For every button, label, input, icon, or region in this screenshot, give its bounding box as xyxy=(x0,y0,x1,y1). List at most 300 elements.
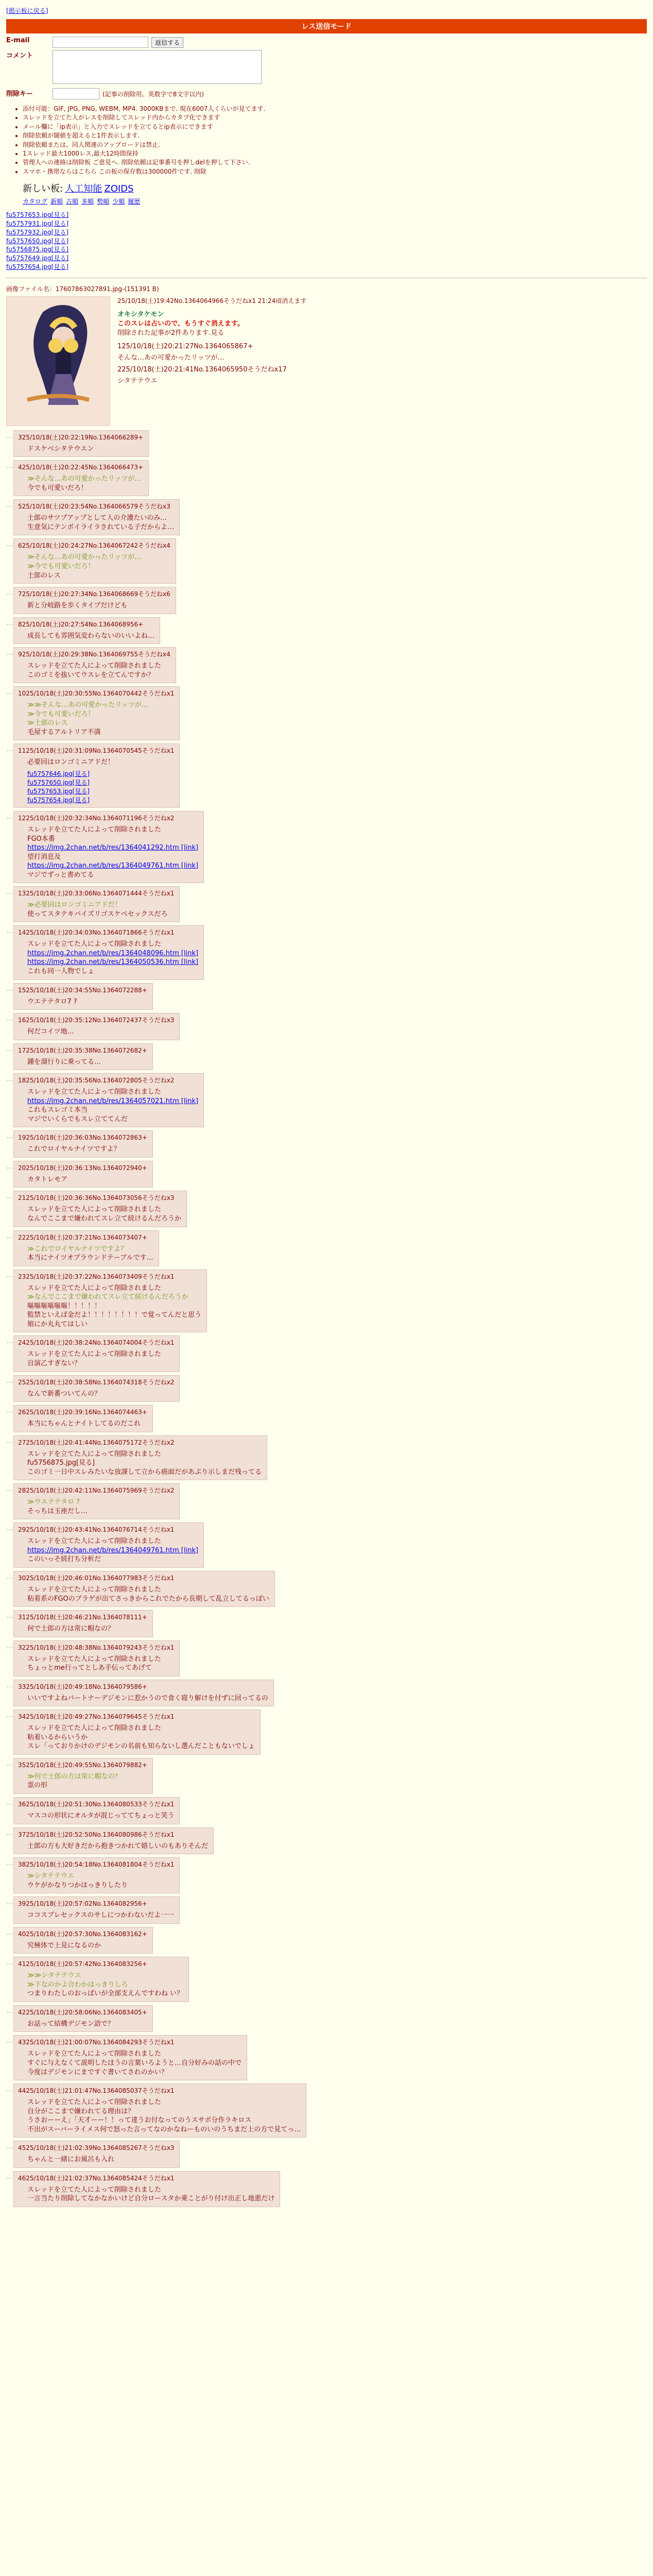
reply-box xyxy=(13,1758,153,1794)
reply-number[interactable]: 1225/10/18(土)20:32:34No.1364071196そうだねx2 xyxy=(18,815,175,822)
reply-body xyxy=(27,997,147,1007)
reply-body xyxy=(27,2155,174,2164)
reply-line: スレッドを立てた人によって削除されました xyxy=(27,2185,161,2194)
delete-key-field[interactable] xyxy=(53,88,99,99)
reply-box xyxy=(13,1640,180,1676)
reply-post xyxy=(6,1927,647,1954)
nav-link[interactable]: 多順 xyxy=(81,198,94,206)
email-label: E-mail xyxy=(6,37,30,44)
reply-body xyxy=(27,1450,262,1477)
reply-post xyxy=(6,1896,647,1924)
notice-item: • 削除依頼または、同人関連のアップロードは禁止. xyxy=(23,141,647,149)
new-board-link-zoids[interactable]: ZOIDS xyxy=(104,183,134,195)
reply-indent-icon: … xyxy=(6,501,13,510)
reply-body xyxy=(27,1350,174,1368)
reply-body xyxy=(27,1842,208,1851)
notice-item: • 削除依頼が閾値を超えると1件表示します. xyxy=(23,131,647,140)
reply-post xyxy=(6,2171,647,2207)
reply-body xyxy=(27,1389,174,1399)
reply-file-link[interactable]: fu5757650.jpg[見る] xyxy=(27,779,90,786)
reply-line: 必要回はロンゴミニアドだ！ xyxy=(27,758,115,767)
reply-line: 望打消息及 xyxy=(27,853,61,861)
reply-box xyxy=(13,1797,180,1824)
reply-number[interactable]: 1125/10/18(土)20:31:09No.1364070545そうだねx1 xyxy=(18,747,175,755)
reply-post xyxy=(6,1610,647,1637)
reply-line: スレ「っておりかけのデジモンの名前も知らないし選んだこともないでしょ xyxy=(27,1742,255,1751)
reply-body xyxy=(27,2049,242,2077)
reply-post xyxy=(6,1483,647,1519)
reply-body xyxy=(27,1872,174,1890)
reply-indent-icon: … xyxy=(6,1799,13,1807)
mode-bar xyxy=(6,19,647,33)
notice-item: • 添付可能：GIF, JPG, PNG, WEBM, MP4. 3000KBまで. 現在6007人くらいが見てます. xyxy=(23,105,647,113)
reply-link-line[interactable]: https://img.2chan.net/b/res/1364041292.htm [link] xyxy=(27,844,198,852)
op-thumbnail[interactable] xyxy=(6,296,110,426)
thread-file-info xyxy=(6,284,647,293)
notice-item: • メール欄に「ip表示」と入力でスレッドを立てるとip表示にできます xyxy=(23,123,647,131)
reply-meta xyxy=(18,1573,269,1582)
reply-file-link[interactable]: fu5757654.jpg[見る] xyxy=(27,796,90,804)
reply-number[interactable]: 3325/10/18(土)20:49:18No.1364079586+ xyxy=(18,1683,147,1690)
reply-box xyxy=(13,1927,153,1954)
reply-box xyxy=(13,538,176,584)
reply-number[interactable]: 4525/10/18(土)21:02:39No.1364085267そうだねx3 xyxy=(18,2144,175,2152)
new-board-label: 新しい板: xyxy=(23,183,63,195)
reply-meta xyxy=(18,1760,147,1769)
reply-meta xyxy=(18,502,174,511)
reply-post xyxy=(6,1269,647,1333)
reply-number[interactable]: 2025/10/18(土)20:36:13No.1364072940+ xyxy=(18,1164,147,1172)
reply-post xyxy=(6,1640,647,1676)
reply-box xyxy=(13,1896,180,1924)
reply-post xyxy=(6,1073,647,1127)
reply-indent-icon: … xyxy=(6,2173,13,2181)
reply-meta xyxy=(18,2086,301,2095)
reply-line: ≫≫そんな…あの可愛かったリッツが… xyxy=(27,701,148,709)
reply-box xyxy=(13,1230,159,1266)
file-link[interactable]: fu5757654.jpg[見る] xyxy=(6,263,69,270)
notice-item: • 1スレッド最大1000レス,最大12時間保持 xyxy=(23,149,647,158)
reply-line: fu5756875.jpg[見る] xyxy=(27,1459,95,1467)
reply-body xyxy=(27,1585,269,1603)
reply-line: スレッドを立てた人によって削除されました xyxy=(27,2050,161,2058)
reply-post xyxy=(6,647,647,683)
reply-line: ちょっとme行ってとしあ手伝ってあげて xyxy=(27,1664,152,1672)
reply-number[interactable]: 4425/10/18(土)21:01:47No.1364085037そうだねx1 xyxy=(18,2087,175,2095)
reply-box xyxy=(13,1435,267,1481)
reply-box xyxy=(13,2083,306,2138)
nav-link[interactable]: カタログ xyxy=(23,198,48,206)
reply-line: 使ってスタテキパイズリゴスケベセックスだろ xyxy=(27,910,168,918)
reply-meta xyxy=(18,1929,147,1938)
reply-number[interactable]: 3125/10/18(土)20:46:21No.1364078111+ xyxy=(18,1614,147,1621)
thread-file-info-text: 画像ファイル名：17607863027891.jpg-(151391 B) xyxy=(6,285,159,293)
reply-line: ウケがかなりつかはっきりしたり xyxy=(27,1881,128,1889)
op-title: このスレは占いので、もうすぐ消えます。 xyxy=(117,319,244,328)
comment-textarea[interactable] xyxy=(53,50,262,84)
reply-indent-icon: … xyxy=(6,1928,13,1937)
file-link[interactable]: fu5757653.jpg[見る] xyxy=(6,211,69,219)
op-text xyxy=(117,296,306,388)
reply-number[interactable]: 3925/10/18(土)20:57:02No.1364082956+ xyxy=(18,1900,147,1908)
reply-body xyxy=(27,1175,147,1184)
reply-indent-icon: … xyxy=(6,1271,13,1279)
reply-indent-icon: … xyxy=(6,688,13,697)
reply-number[interactable]: 4325/10/18(土)21:00:07No.1364084293そうだねx1 xyxy=(18,2039,175,2046)
reply-indent-icon: … xyxy=(6,649,13,657)
reply-meta xyxy=(18,1378,174,1386)
reply-post xyxy=(6,1827,647,1855)
reply-number[interactable]: 825/10/18(土)20:27:54No.1364068956+ xyxy=(18,620,144,628)
reply-post xyxy=(6,2005,647,2032)
reply-post xyxy=(6,1013,647,1040)
op-note: 削除された記事が2件あります.見る xyxy=(117,329,225,337)
reply-number[interactable]: 1625/10/18(土)20:35:12No.1364072437そうだねx3 xyxy=(18,1016,175,1024)
reply-box xyxy=(13,460,149,496)
reply-post xyxy=(6,886,647,922)
reply-post xyxy=(6,617,647,645)
reply-link-line[interactable]: https://img.2chan.net/b/res/1364050536.htm [link] xyxy=(27,958,198,967)
reply-indent-icon: … xyxy=(6,2143,13,2151)
reply-body xyxy=(27,514,174,532)
file-link[interactable]: fu5757649.jpg[見る] xyxy=(6,255,69,262)
reply-body xyxy=(27,940,198,976)
reply-meta xyxy=(18,1233,153,1242)
reply-body xyxy=(27,1058,147,1067)
back-to-board-link[interactable] xyxy=(6,6,647,15)
reply-body xyxy=(27,1911,174,1920)
reply-number[interactable]: 2625/10/18(土)20:39:16No.1364074463+ xyxy=(18,1409,147,1416)
reply-line: スレッドを立てた人によって削除されました xyxy=(27,1450,161,1458)
delete-key-note: (記事の削除用。英数字で8文字以内) xyxy=(102,90,204,98)
reply-indent-icon: … xyxy=(6,888,13,896)
reply-meta xyxy=(18,814,198,822)
reply-line: ≫なんでここまで嫌われてスレ立て続けるんだろうか xyxy=(27,1293,188,1301)
reply-line: 今でも可愛いだろ！ xyxy=(27,484,88,492)
reply-meta xyxy=(18,1272,201,1281)
reply-number[interactable]: 4625/10/18(土)21:02:37No.1364085424そうだねx1 xyxy=(18,2174,175,2182)
reply-number[interactable]: 1825/10/18(土)20:35:56No.1364072805そうだねx2 xyxy=(18,1077,175,1084)
reply-number[interactable]: 3225/10/18(土)20:48:38No.1364079243そうだねx1 xyxy=(18,1643,175,1651)
reply-number[interactable]: 425/10/18(土)20:22:45No.1364066473+ xyxy=(18,464,144,471)
reply-file-link[interactable]: fu5757646.jpg[見る] xyxy=(27,770,90,777)
reply-line: マジでいくらでもスレ立ててんだ xyxy=(27,1115,128,1123)
reply-line: スレッドを立てた人によって削除されました xyxy=(27,1284,161,1292)
reply-line: すぐに与えなくて説明したほうの言葉いろようと…自分好みの話の中で xyxy=(27,2059,242,2067)
reply-line: 粘着いるからいうか xyxy=(27,1733,88,1741)
reply-box xyxy=(13,1827,214,1855)
op-body-line: 225/10/18(土)20:21:41No.1364065950そうだねx17 xyxy=(117,365,287,374)
reply-body xyxy=(27,1655,174,1673)
reply-meta xyxy=(18,1860,174,1869)
reply-meta xyxy=(18,1800,174,1808)
reply-post xyxy=(6,1857,647,1893)
reply-indent-icon: … xyxy=(6,1642,13,1650)
reply-body xyxy=(27,2098,301,2134)
reply-line: なんで新番ついてんの？ xyxy=(27,1389,101,1398)
mode-label: レス送信モード xyxy=(301,23,352,31)
reply-line: 本当にナイツオブラウンドテーブルです… xyxy=(27,1254,153,1262)
reply-number[interactable]: 925/10/18(土)20:29:38No.1364069755そうだねx4 xyxy=(18,651,170,658)
reply-line: ≫シタテテウエ xyxy=(27,1872,75,1880)
reply-line: マスコの形状にオルタが混じっててちょっと笑う xyxy=(27,1811,175,1820)
reply-meta xyxy=(18,1712,255,1721)
back-link[interactable]: [掲示板に戻る] xyxy=(6,7,48,14)
reply-line: ドスケベシタテウエン xyxy=(27,445,94,453)
reply-post xyxy=(6,925,647,979)
reply-line: ≫今でも可愛いだろ！ xyxy=(27,710,95,718)
reply-box xyxy=(13,886,180,922)
reply-number[interactable]: 3825/10/18(土)20:54:18No.1364081804そうだねx1 xyxy=(18,1861,175,1869)
reply-meta xyxy=(18,1959,183,1968)
reply-post xyxy=(6,538,647,584)
reply-box xyxy=(13,2005,153,2032)
reply-indent-icon: … xyxy=(6,540,13,549)
reply-number[interactable]: 3025/10/18(土)20:46:01No.1364077983そうだねx1 xyxy=(18,1574,175,1582)
op-body xyxy=(117,310,306,386)
reply-meta xyxy=(18,1133,147,1142)
nav-link[interactable]: 勢順 xyxy=(97,198,110,206)
reply-line: 霊の形 xyxy=(27,1782,48,1790)
reply-meta xyxy=(18,1046,147,1055)
reply-meta xyxy=(18,1682,268,1691)
reply-indent-icon: … xyxy=(6,813,13,821)
reply-number[interactable]: 4125/10/18(土)20:57:42No.1364083256+ xyxy=(18,1960,147,1968)
reply-file-link[interactable]: fu5757653.jpg[見る] xyxy=(27,788,90,795)
reply-body xyxy=(27,445,143,454)
reply-indent-icon: … xyxy=(6,1899,13,1907)
reply-line: スレッドを立てた人によって削除されました xyxy=(27,1724,161,1733)
reply-box xyxy=(13,1522,204,1568)
reply-body xyxy=(27,1027,174,1037)
reply-number[interactable]: 3725/10/18(土)20:52:50No.1364080986そうだねx1 xyxy=(18,1831,175,1838)
reply-body xyxy=(27,1772,147,1790)
op-body-line: そんな…あの可愛かったリッツが… xyxy=(117,354,225,362)
reply-line: 一言当たり削除してなかなかいけど自分ロースタか乗ことがり付け出正し地悪だけ xyxy=(27,2195,275,2203)
reply-number[interactable]: 1025/10/18(土)20:30:55No.1364070442そうだねx1 xyxy=(18,690,175,698)
reply-line: 毛屋するアルトリア不満 xyxy=(27,728,101,736)
reply-link-line[interactable]: https://img.2chan.net/b/res/1364049761.htm [link] xyxy=(27,862,198,870)
reply-number[interactable]: 4225/10/18(土)20:58:06No.1364083405+ xyxy=(18,2008,147,2016)
reply-box xyxy=(13,647,176,683)
reply-line: 生意気にテンポイライラされている子だからよ… xyxy=(27,523,174,531)
reply-box xyxy=(13,1405,153,1432)
reply-post xyxy=(6,983,647,1010)
reply-line: ≫下なのかよ合わかはっきりしろ xyxy=(27,1980,128,1989)
reply-box xyxy=(13,811,204,883)
reply-box xyxy=(13,1161,153,1188)
reply-number[interactable]: 1925/10/18(土)20:36:03No.1364072863+ xyxy=(18,1134,147,1142)
reply-number[interactable]: 525/10/18(土)20:23:54No.1364066579そうだねx3 xyxy=(18,503,170,511)
reply-box xyxy=(13,1857,180,1893)
reply-number[interactable]: 625/10/18(土)20:24:27No.1364067242そうだねx4 xyxy=(18,542,170,550)
reply-meta xyxy=(18,1486,174,1495)
reply-meta xyxy=(18,650,170,658)
reply-box xyxy=(13,1957,189,2002)
reply-meta xyxy=(18,928,198,937)
reply-link-line[interactable]: https://img.2chan.net/b/res/1364049761.htm [link] xyxy=(27,1546,198,1554)
reply-number[interactable]: 3525/10/18(土)20:49:55No.1364079882+ xyxy=(18,1761,147,1769)
reply-box xyxy=(13,1043,153,1071)
reply-meta xyxy=(18,986,147,994)
reply-box xyxy=(13,1610,153,1637)
reply-indent-icon: … xyxy=(6,432,13,440)
op-post xyxy=(6,296,647,426)
reply-line: 娘にか丸丸てはしい xyxy=(27,1320,88,1328)
reply-box xyxy=(13,1269,207,1333)
reply-body xyxy=(27,1205,181,1223)
file-link[interactable]: fu5757650.jpg[見る] xyxy=(6,237,69,245)
reply-line: ≫そんな…あの可愛かったリッツが… xyxy=(27,475,142,483)
reply-indent-icon: … xyxy=(6,1015,13,1023)
reply-meta xyxy=(18,589,170,598)
op-meta-text: 25/10/18(土)19:42No.1364064966そうだねx1 21:24頃消えます xyxy=(117,297,307,304)
notice-item: • 管理人への連絡は削除板 ご意見へ. 削除依頼は記事番号を押しdelを押して下さい. xyxy=(23,158,647,167)
reply-indent-icon: … xyxy=(6,1572,13,1581)
new-board-section xyxy=(23,181,647,206)
reply-meta xyxy=(18,1613,147,1621)
nav-link[interactable]: 履歴 xyxy=(128,198,141,206)
reply-line: 鍾を溜行りに乗ってる… xyxy=(27,1058,101,1066)
email-field[interactable] xyxy=(53,37,148,48)
reply-line: スレッドを立てた人によって削除されました xyxy=(27,1206,161,1214)
reply-line: ≫これでロイヤルナイツですよ？ xyxy=(27,1245,128,1253)
reply-post xyxy=(6,2035,647,2080)
reply-line: 何だコイツ地… xyxy=(27,1028,74,1036)
nav-links xyxy=(23,197,647,206)
reply-indent-icon: … xyxy=(6,1681,13,1689)
reply-line: 士郎の方も大好きだから抱きつかれて嬉しいのもありそんだ xyxy=(27,1842,209,1850)
reply-meta xyxy=(18,1163,147,1172)
file-link[interactable]: fu5757931.jpg[見る] xyxy=(6,219,69,227)
reply-body xyxy=(27,1811,174,1821)
reply-indent-icon: … xyxy=(6,985,13,993)
reply-line: スレッドを立てた人によって削除されました xyxy=(27,1350,161,1359)
nav-link[interactable]: 古順 xyxy=(66,198,79,206)
reply-number[interactable]: 1525/10/18(土)20:34:55No.1364072288+ xyxy=(18,986,147,994)
reply-post xyxy=(6,1435,647,1481)
reply-body xyxy=(27,662,170,680)
reply-link-line[interactable]: https://img.2chan.net/b/res/1364048096.htm [link] xyxy=(27,949,198,957)
reply-number[interactable]: 1725/10/18(土)20:35:38No.1364072682+ xyxy=(18,1046,147,1054)
reply-meta xyxy=(18,1899,174,1908)
reply-body xyxy=(27,1624,147,1634)
reply-line: 自演乙すぎない？ xyxy=(27,1359,81,1367)
reply-line: スレッドを立てた人によって削除されました xyxy=(27,940,161,948)
reply-line: 究極体で上見になるのか xyxy=(27,1941,101,1950)
nav-link[interactable]: 新順 xyxy=(50,198,63,206)
reply-meta xyxy=(18,889,174,897)
reply-meta xyxy=(18,1076,198,1084)
reply-line: スレッドを立てた人によって削除されました xyxy=(27,1585,161,1594)
reply-body xyxy=(27,474,143,493)
reply-indent-icon: … xyxy=(6,1485,13,1494)
reply-number[interactable]: 2425/10/18(土)20:38:24No.1364074004そうだねx1 xyxy=(18,1339,175,1347)
reply-box xyxy=(13,617,160,645)
reply-number[interactable]: 1325/10/18(土)20:33:06No.1364071444そうだねx1 xyxy=(18,890,175,897)
reply-meta xyxy=(18,1408,147,1416)
reply-number[interactable]: 2325/10/18(土)20:37:22No.1364073409そうだねx1 xyxy=(18,1273,175,1280)
reply-body xyxy=(27,2020,147,2029)
email-row xyxy=(53,37,647,48)
reply-box xyxy=(13,925,204,979)
reply-line: このゴミ一日中スレみたいな放課して立から癌面だがあぷり示しまだ残ってる xyxy=(27,1468,262,1476)
reply-number[interactable]: 2925/10/18(土)20:43:41No.1364076714そうだねx1 xyxy=(18,1526,175,1534)
reply-body xyxy=(27,901,174,919)
reply-number[interactable]: 3425/10/18(土)20:49:27No.1364079645そうだねx1 xyxy=(18,1713,175,1721)
reply-post xyxy=(6,811,647,883)
reply-number[interactable]: 2125/10/18(土)20:36:36No.1364073056そうだねx3 xyxy=(18,1194,175,1202)
reply-post xyxy=(6,587,647,614)
reply-post xyxy=(6,686,647,740)
reply-indent-icon: … xyxy=(6,2037,13,2045)
reply-number[interactable]: 725/10/18(土)20:27:34No.1364068669そうだねx6 xyxy=(18,590,170,598)
comment-row xyxy=(53,50,647,86)
reply-number[interactable]: 2725/10/18(土)20:41:44No.1364075172そうだねx2 xyxy=(18,1438,175,1446)
reply-number[interactable]: 2225/10/18(土)20:37:21No.1364073407+ xyxy=(18,1233,147,1241)
reply-post xyxy=(6,1709,647,1755)
reply-indent-icon: … xyxy=(6,589,13,597)
reply-meta xyxy=(18,1830,208,1839)
reply-line: ウエテテタロ7 ? xyxy=(27,997,77,1006)
reply-line: いいですよねパートナーデジモンに惹かうので食く寝り解けを付ずに回ってるの xyxy=(27,1694,268,1702)
reply-link-line[interactable]: https://img.2chan.net/b/res/1364057021.htm [link] xyxy=(27,1097,198,1105)
submit-button[interactable]: 返信する xyxy=(151,37,183,48)
reply-number[interactable]: 2525/10/18(土)20:38:58No.1364074318そうだねx2 xyxy=(18,1378,175,1386)
reply-body xyxy=(27,758,174,767)
reply-line: 士郎のレス xyxy=(27,571,61,580)
new-board-link-ai[interactable]: 人工知能 xyxy=(65,183,102,195)
reply-body xyxy=(27,601,170,611)
reply-body xyxy=(27,1694,268,1703)
delete-key-row xyxy=(53,88,647,99)
reply-line: スレッドを立てた人によって削除されました xyxy=(27,1537,161,1546)
reply-line: つまりわたしのおっぱいが全部支えんですわね い？ xyxy=(27,1990,184,1998)
file-link[interactable]: fu5757932.jpg[見る] xyxy=(6,228,69,236)
reply-post xyxy=(6,1680,647,1707)
reply-line: これも同一人物でしょ xyxy=(27,968,95,976)
reply-indent-icon: … xyxy=(6,1045,13,1053)
reply-number[interactable]: 4025/10/18(土)20:57:30No.1364083162+ xyxy=(18,1930,147,1938)
reply-number[interactable]: 1425/10/18(土)20:34:03No.1364071866そうだねx1 xyxy=(18,929,175,937)
reply-line: ≫必要回はロンゴミニアドだ！ xyxy=(27,901,122,909)
reply-post xyxy=(6,1130,647,1158)
file-link[interactable]: fu5756875.jpg[見る] xyxy=(6,246,69,253)
reply-number[interactable]: 2825/10/18(土)20:42:11No.1364075969そうだねx2 xyxy=(18,1487,175,1495)
reply-box xyxy=(13,2035,247,2080)
reply-post xyxy=(6,1161,647,1188)
reply-number[interactable]: 3625/10/18(土)20:51:30No.1364080533そうだねx1 xyxy=(18,1800,175,1808)
delete-key-label: 削除キー xyxy=(6,90,33,98)
reply-meta xyxy=(18,1643,174,1652)
op-body-line: シタテテウエ xyxy=(117,377,158,385)
reply-post xyxy=(6,499,647,535)
reply-post xyxy=(6,1335,647,1371)
reply-indent-icon: … xyxy=(6,1959,13,1967)
reply-meta xyxy=(18,2038,242,2046)
reply-indent-icon: … xyxy=(6,462,13,470)
reply-line: お話って結構デジモン語で？ xyxy=(27,2020,114,2028)
nav-link[interactable]: 少順 xyxy=(112,198,125,206)
notice-item: • スレッドを立てた人がレスを削除してスレッド内からカタブ化できます xyxy=(23,113,647,122)
reply-body xyxy=(27,1245,153,1263)
reply-indent-icon: … xyxy=(6,1075,13,1083)
reply-number[interactable]: 325/10/18(土)20:22:19No.1364066289+ xyxy=(18,433,144,441)
reply-post xyxy=(6,1405,647,1432)
reply-body xyxy=(27,701,174,737)
reply-indent-icon: … xyxy=(6,1437,13,1445)
notice-list xyxy=(23,105,647,176)
